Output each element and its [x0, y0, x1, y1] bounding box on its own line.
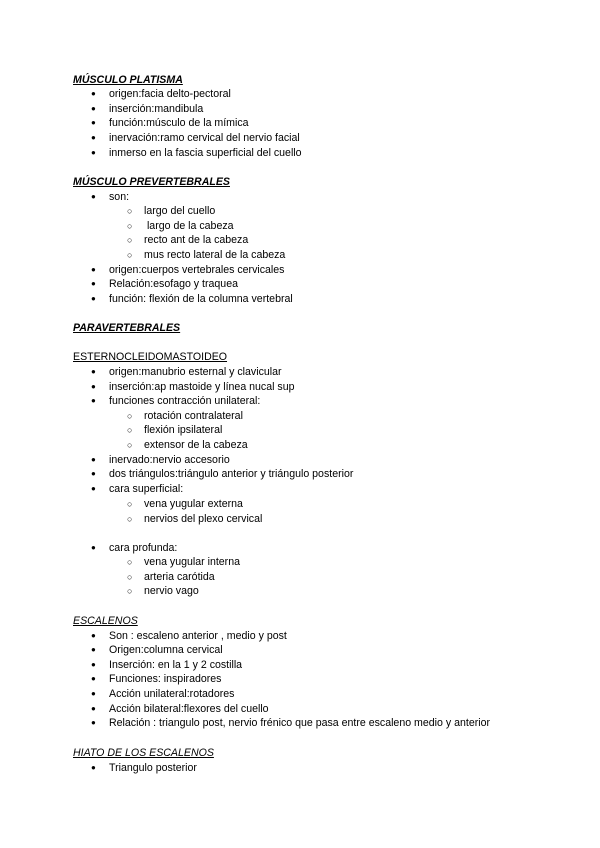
heading-ecm: ESTERNOCLEIDOMASTOIDEO: [73, 351, 228, 363]
bullet-icon: ●: [91, 543, 96, 552]
list-item: ● inmerso en la fascia superficial del cuello: [91, 147, 302, 159]
list-item: ● función:músculo de la mímica: [91, 117, 249, 129]
sub-list-item: ○ vena yugular externa: [127, 498, 243, 510]
list-item: ● inervado:nervio accesorio: [91, 454, 230, 466]
sub-list-item: ○ vena yugular interna: [127, 556, 240, 568]
bullet-icon: ●: [91, 133, 96, 142]
circle-bullet-icon: ○: [127, 221, 133, 231]
bullet-icon: ●: [91, 265, 96, 274]
circle-bullet-icon: ○: [127, 250, 133, 260]
list-item: ● cara profunda:: [91, 542, 178, 554]
bullet-icon: ●: [91, 645, 96, 654]
list-item: ● inserción:ap mastoide y línea nucal sup: [91, 381, 295, 393]
list-item: ● Acción bilateral:flexores del cuello: [91, 703, 269, 715]
bullet-icon: ●: [91, 294, 96, 303]
list-item: ● origen:facia delto-pectoral: [91, 88, 231, 100]
bullet-icon: ●: [91, 148, 96, 157]
list-item: ● Relación : triangulo post, nervio frénico que pasa entre escaleno medio y anterior: [91, 717, 491, 729]
list-item: ● Inserción: en la 1 y 2 costilla: [91, 659, 243, 671]
sub-list-item: ○ largo del cuello: [127, 205, 216, 217]
sub-list-item: ○ extensor de la cabeza: [127, 439, 248, 451]
list-item: ● dos triángulos:triángulo anterior y triángulo posterior: [91, 468, 354, 480]
circle-bullet-icon: ○: [127, 557, 133, 567]
circle-bullet-icon: ○: [127, 425, 133, 435]
list-item: ● funciones contracción unilateral:: [91, 395, 261, 407]
bullet-icon: ●: [91, 660, 96, 669]
circle-bullet-icon: ○: [127, 235, 133, 245]
circle-bullet-icon: ○: [127, 572, 133, 582]
list-item: ● inserción:mandibula: [91, 103, 204, 115]
bullet-icon: ●: [91, 469, 96, 478]
sub-list-item: ○ largo de la cabeza: [127, 220, 234, 232]
bullet-icon: ●: [91, 104, 96, 113]
sub-list-item: ○ rotación contralateral: [127, 410, 243, 422]
bullet-icon: ●: [91, 704, 96, 713]
list-item: ● Origen:columna cervical: [91, 644, 223, 656]
bullet-icon: ●: [91, 718, 96, 727]
list-item: ● son:: [91, 191, 130, 203]
list-item: ● Acción unilateral:rotadores: [91, 688, 235, 700]
sub-list-item: ○ nervio vago: [127, 585, 199, 597]
bullet-icon: ●: [91, 192, 96, 201]
list-item: ● Relación:esofago y traquea: [91, 278, 238, 290]
heading-prevertebrales: MÚSCULO PREVERTEBRALES: [73, 176, 230, 188]
circle-bullet-icon: ○: [127, 514, 133, 524]
sub-list-item: ○ flexión ipsilateral: [127, 424, 223, 436]
bullet-icon: ●: [91, 118, 96, 127]
bullet-icon: ●: [91, 484, 96, 493]
sub-list-item: ○ arteria carótida: [127, 571, 215, 583]
heading-hiato: HIATO DE LOS ESCALENOS: [73, 747, 214, 759]
sub-list-item: ○ mus recto lateral de la cabeza: [127, 249, 286, 261]
circle-bullet-icon: ○: [127, 206, 133, 216]
heading-paravertebrales: PARAVERTEBRALES: [73, 322, 181, 334]
list-item: ● Triangulo posterior: [91, 762, 197, 774]
list-item: ● origen:manubrio esternal y clavicular: [91, 366, 282, 378]
bullet-icon: ●: [91, 455, 96, 464]
bullet-icon: ●: [91, 382, 96, 391]
list-item: ● cara superficial:: [91, 483, 184, 495]
list-item: ● función: flexión de la columna vertebral: [91, 293, 293, 305]
list-item: ● origen:cuerpos vertebrales cervicales: [91, 264, 285, 276]
bullet-icon: ●: [91, 763, 96, 772]
bullet-icon: ●: [91, 631, 96, 640]
bullet-icon: ●: [91, 689, 96, 698]
sub-list-item: ○ recto ant de la cabeza: [127, 234, 249, 246]
bullet-icon: ●: [91, 674, 96, 683]
circle-bullet-icon: ○: [127, 586, 133, 596]
circle-bullet-icon: ○: [127, 411, 133, 421]
bullet-icon: ●: [91, 89, 96, 98]
list-item: ● inervación:ramo cervical del nervio facial: [91, 132, 300, 144]
heading-platisma: MÚSCULO PLATISMA: [73, 74, 183, 86]
heading-escalenos: ESCALENOS: [73, 615, 138, 627]
list-item: ● Funciones: inspiradores: [91, 673, 222, 685]
list-item: ● Son : escaleno anterior , medio y post: [91, 630, 287, 642]
sub-list-item: ○ nervios del plexo cervical: [127, 513, 263, 525]
bullet-icon: ●: [91, 279, 96, 288]
circle-bullet-icon: ○: [127, 499, 133, 509]
bullet-icon: ●: [91, 367, 96, 376]
circle-bullet-icon: ○: [127, 440, 133, 450]
bullet-icon: ●: [91, 396, 96, 405]
